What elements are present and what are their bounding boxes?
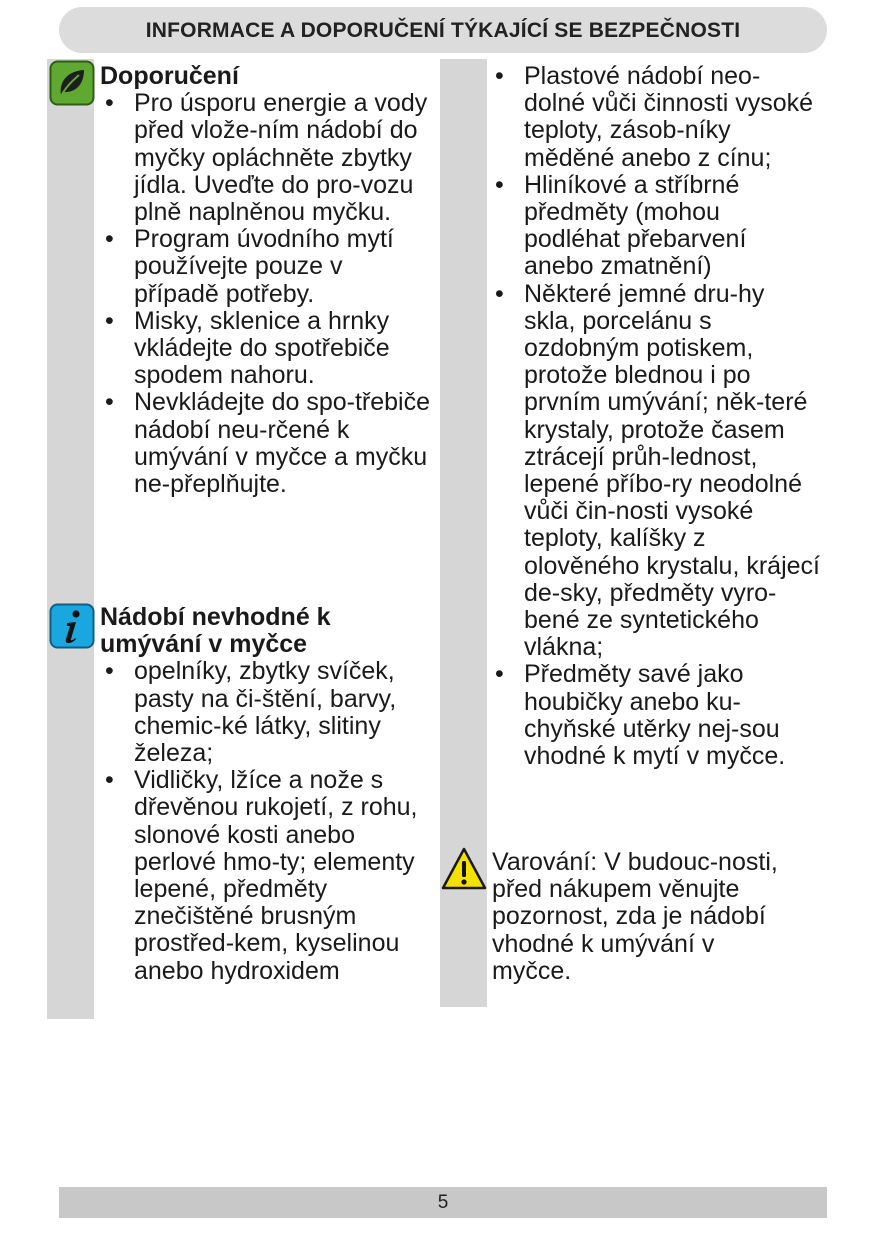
list-item: • Hliníkové a stříbrné předměty (mohou podléhat přebarvení anebo zmatnění) — [490, 172, 820, 281]
section-header — [59, 7, 827, 53]
left-margin-stripe — [47, 59, 94, 1019]
recommendations-list — [100, 90, 430, 498]
unsuitable-list-continued — [490, 63, 820, 770]
unsuitable-list — [100, 658, 430, 984]
warning-icon — [441, 846, 487, 892]
list-item: • Některé jemné dru-hy skla, porcelánu s ozdobným potiskem, protože blednou i po prvním umývání; něk-teré krystaly, protože časem ztrácejí průh-lednost, lepené příbo-ry neodolné vůči čin-nosti vysoké teploty, kalíšky z olověného krystalu, krájecí de-sky, předměty vyro-bené ze syntetického vlákna; — [490, 281, 820, 662]
list-item: • Pro úsporu energie a vody před vlože-ním nádobí do myčky opláchněte zbytky jídla. Uveďte do pro-vozu plně naplněnou myčku. — [100, 90, 430, 226]
list-item: • Vidličky, lžíce a nože s dřevěnou rukojetí, z rohu, slonové kosti anebo perlové hmo-ty; elementy lepené, předměty znečištěné brusným prostřed-kem, kyselinou anebo hydroxidem — [100, 767, 430, 985]
recommendations-heading: Doporučení — [100, 62, 239, 90]
warning-text: Varování: V budouc-nosti, před nákupem věnujte pozornost, zda je nádobí vhodné k umývání v myčce. — [492, 848, 778, 985]
recommendations-section — [100, 63, 430, 498]
list-item: • Plastové nádobí neo-dolné vůči činnosti vysoké teploty, zásob-níky měděné anebo z cínu; — [490, 63, 820, 172]
page-number: 5 — [437, 1192, 449, 1213]
list-item: • Program úvodního mytí používejte pouze v případě potřeby. — [100, 226, 430, 308]
section-title: INFORMACE A DOPORUČENÍ TÝKAJÍCÍ SE BEZPEČNOSTI — [145, 19, 741, 42]
list-item: • Předměty savé jako houbičky anebo ku-chyňské utěrky nej-sou vhodné k mytí v myčce. — [490, 661, 820, 770]
leaf-icon — [49, 60, 95, 106]
right-column-list — [490, 63, 820, 770]
list-item: • opelníky, zbytky svíček, pasty na či-štění, barvy, chemic-ké látky, slitiny železa; — [100, 658, 430, 767]
unsuitable-heading: Nádobí nevhodné k umývání v myčce — [100, 603, 331, 659]
list-item: • Nevkládejte do spo-třebiče nádobí neu-rčené k umývání v myčce a myčku ne-přeplňujte. — [100, 389, 430, 498]
page-footer — [59, 1187, 827, 1218]
info-icon — [49, 603, 95, 649]
list-item: • Misky, sklenice a hrnky vkládejte do spotřebiče spodem nahoru. — [100, 308, 430, 390]
unsuitable-section — [100, 604, 430, 985]
